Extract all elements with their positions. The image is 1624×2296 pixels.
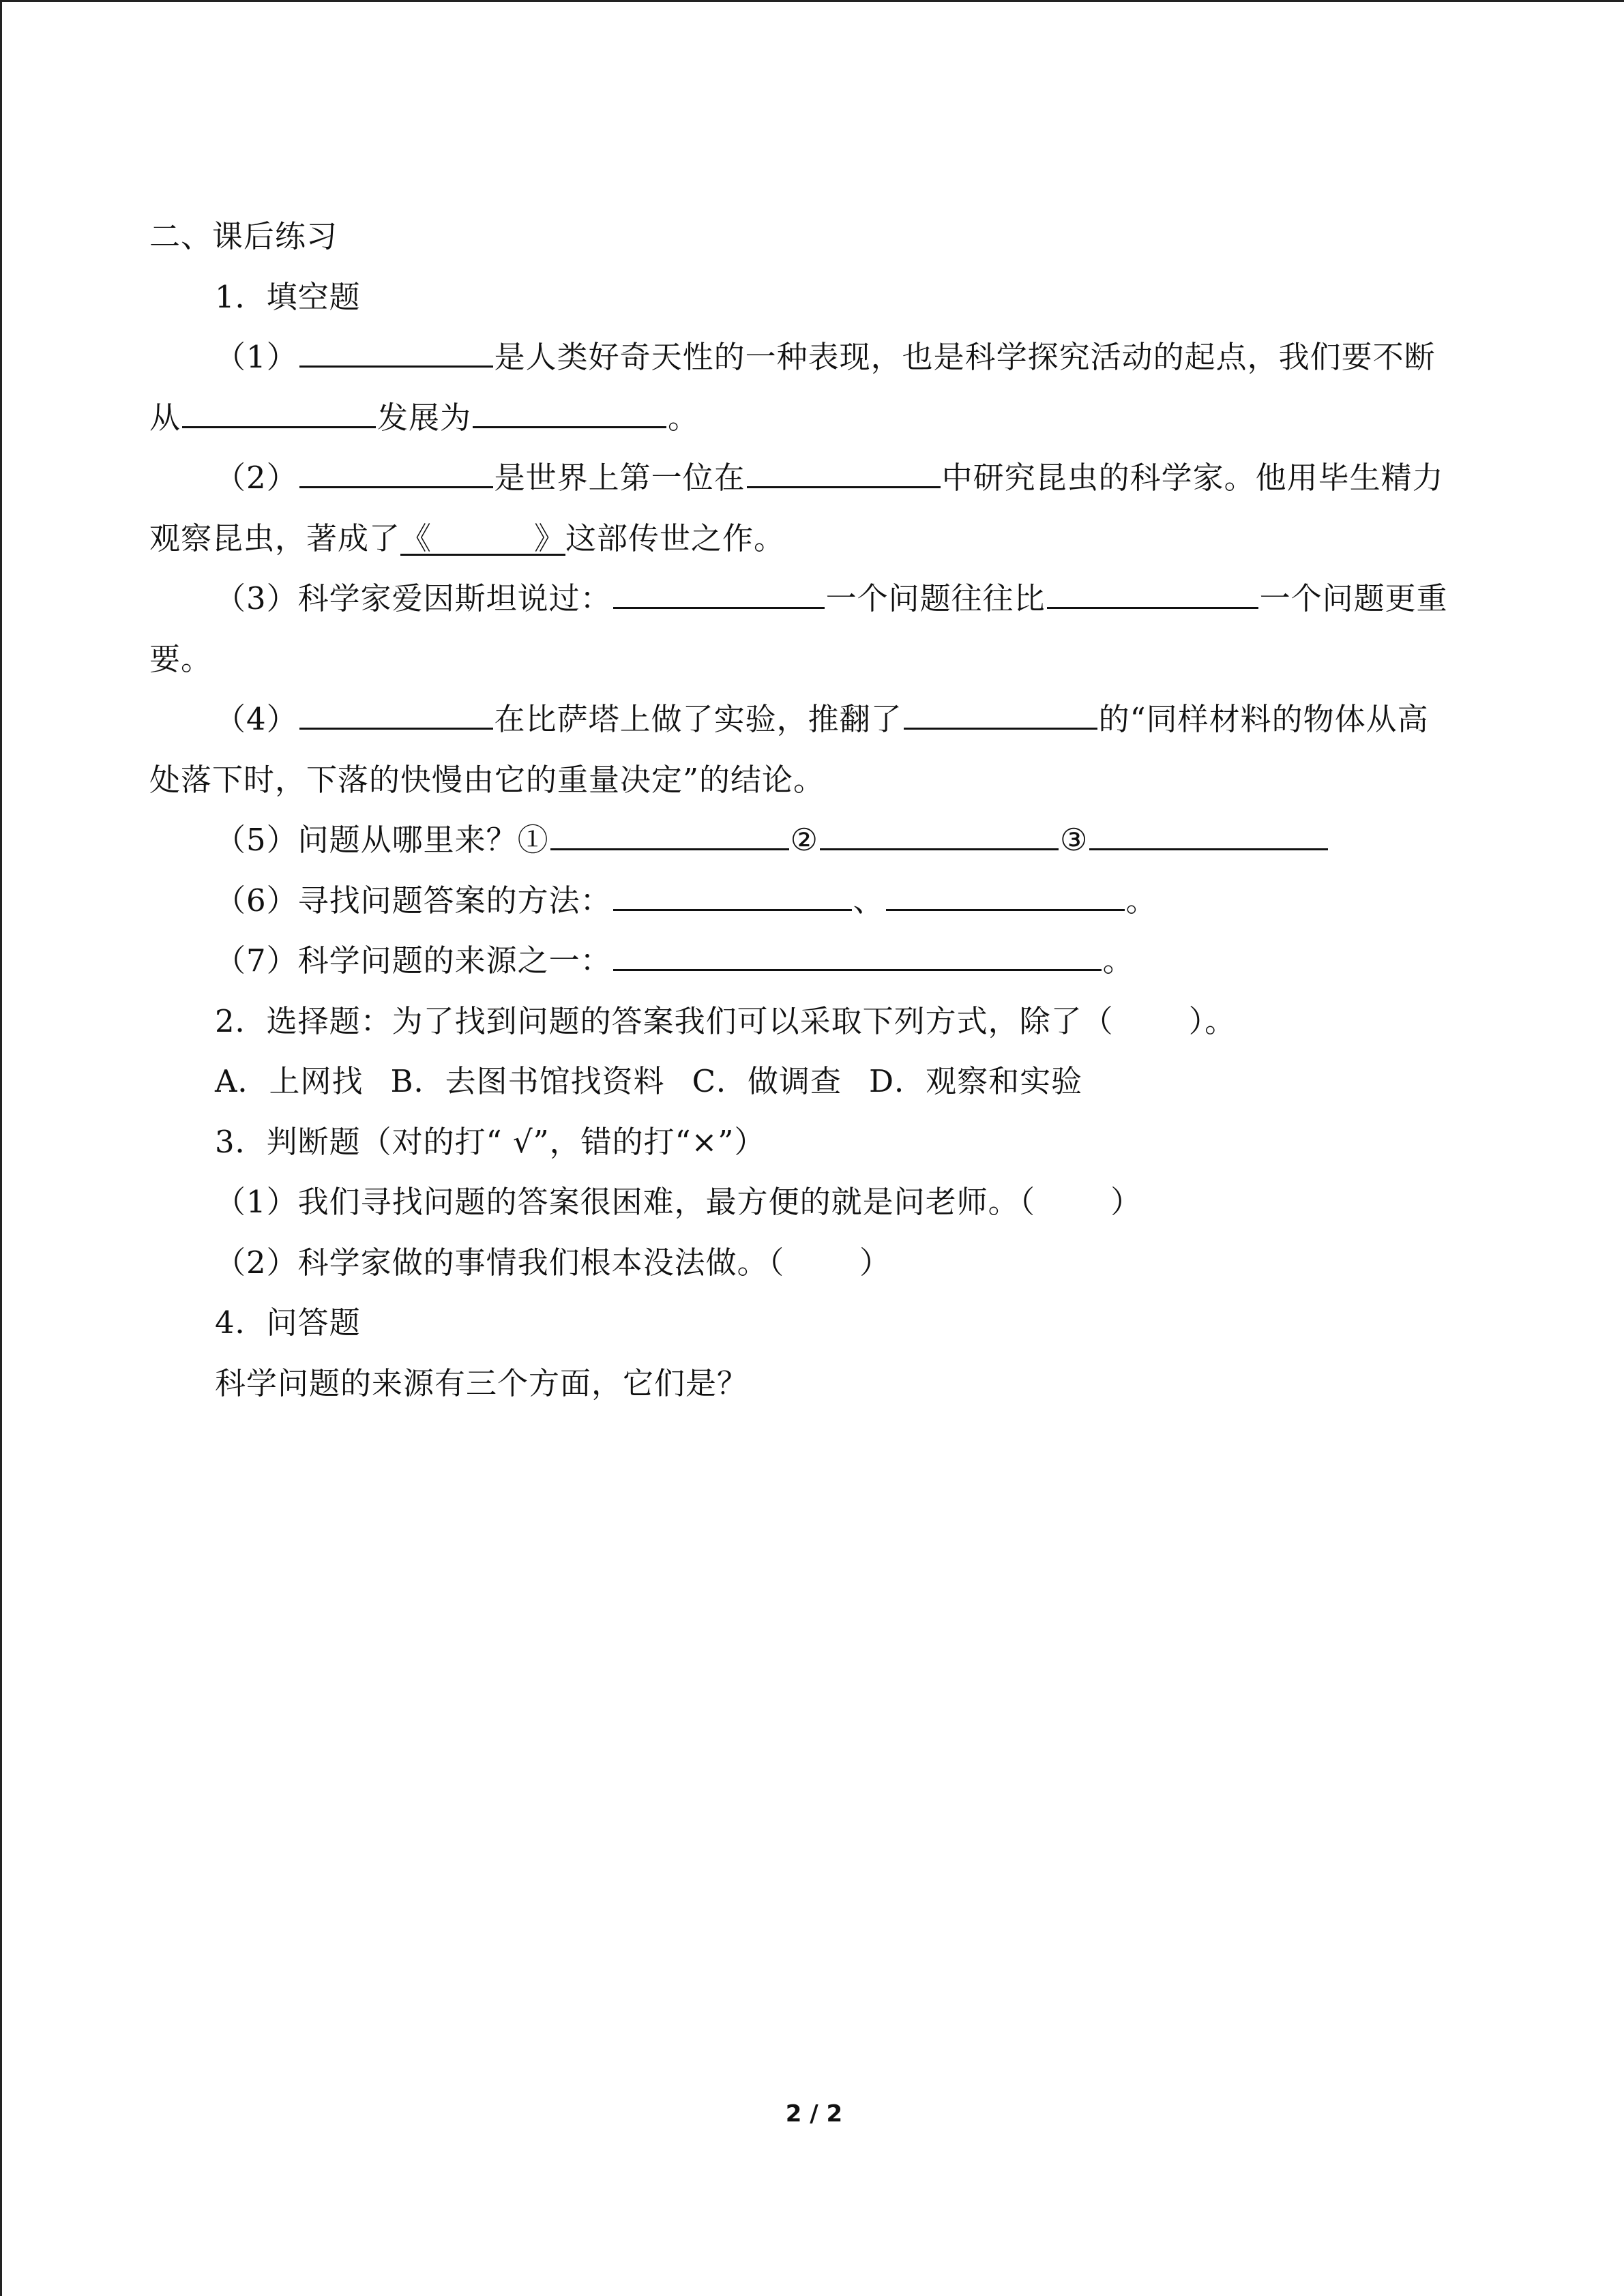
blank-field[interactable] [182, 396, 376, 428]
q1-item4-line2: 处落下时，下落的快慢由它的重量决定”的结论。 [149, 761, 825, 798]
blank-field[interactable] [1047, 577, 1258, 609]
q1-item3-line2: 要。 [149, 640, 213, 677]
option-c: C．做调查 [692, 1063, 842, 1099]
blank-field[interactable] [299, 336, 493, 368]
q2-heading: 2．选择题：为了找到问题的答案我们可以采取下列方式，除了（ ）。 [215, 1002, 1237, 1039]
option-d: D．观察和实验 [869, 1063, 1083, 1099]
blank-field[interactable] [820, 818, 1059, 850]
blank-field[interactable] [747, 456, 941, 488]
q4-heading: 4．问答题 [215, 1304, 361, 1341]
blank-field[interactable] [473, 396, 666, 428]
blank-field[interactable] [613, 577, 825, 609]
book-title-blank[interactable]: 《 》 [400, 520, 566, 556]
section-title: 二、课后练习 [149, 218, 338, 254]
page-number: 2 / 2 [785, 2100, 843, 2128]
q2-options [149, 1052, 1479, 1112]
q1-item3-line1: （3）科学家爱因斯坦说过： 一个问题往往比 一个问题更重 [149, 569, 1479, 629]
q1-item4-line1: （4） 在比萨塔上做了实验，推翻了 的“同样材料的物体从高 [149, 689, 1479, 750]
q1-item2-line2: 观察昆虫，著成了《 》这部传世之作。 [149, 520, 786, 556]
q1-heading: 1．填空题 [215, 278, 361, 315]
option-a: A．上网找 [215, 1063, 364, 1099]
q3-item2: （2）科学家做的事情我们根本没法做。（ ） [215, 1244, 891, 1281]
blank-field[interactable] [299, 456, 493, 488]
q4-question: 科学问题的来源有三个方面，它们是？ [215, 1365, 749, 1401]
q1-item7: （7）科学问题的来源之一： 。 [149, 931, 1479, 992]
q3-item1: （1）我们寻找问题的答案很困难，最方便的就是问老师。（ ） [215, 1184, 1142, 1220]
q3-heading: 3．判断题（对的打“ √”，错的打“×”） [215, 1123, 766, 1160]
blank-field[interactable] [299, 698, 493, 730]
blank-field[interactable] [1089, 818, 1328, 850]
blank-field[interactable] [613, 939, 1102, 971]
blank-field[interactable] [550, 818, 789, 850]
option-b: B．去图书馆找资料 [390, 1063, 665, 1099]
q1-item1-line2: 从 发展为 。 [149, 388, 1479, 449]
q1-item6: （6）寻找问题答案的方法： 、 。 [149, 871, 1479, 931]
q1-item2-line1: （2） 是世界上第一位在 中研究昆虫的科学家。他用毕生精力 [149, 448, 1479, 509]
blank-field[interactable] [904, 698, 1097, 730]
q1-item1-line1: （1） 是人类好奇天性的一种表现，也是科学探究活动的起点，我们要不断 [149, 327, 1479, 388]
q1-item5: （5）问题从哪里来？① ② ③ [149, 810, 1479, 871]
exercise-content [149, 207, 1479, 1414]
blank-field[interactable] [613, 879, 852, 911]
blank-field[interactable] [886, 879, 1125, 911]
